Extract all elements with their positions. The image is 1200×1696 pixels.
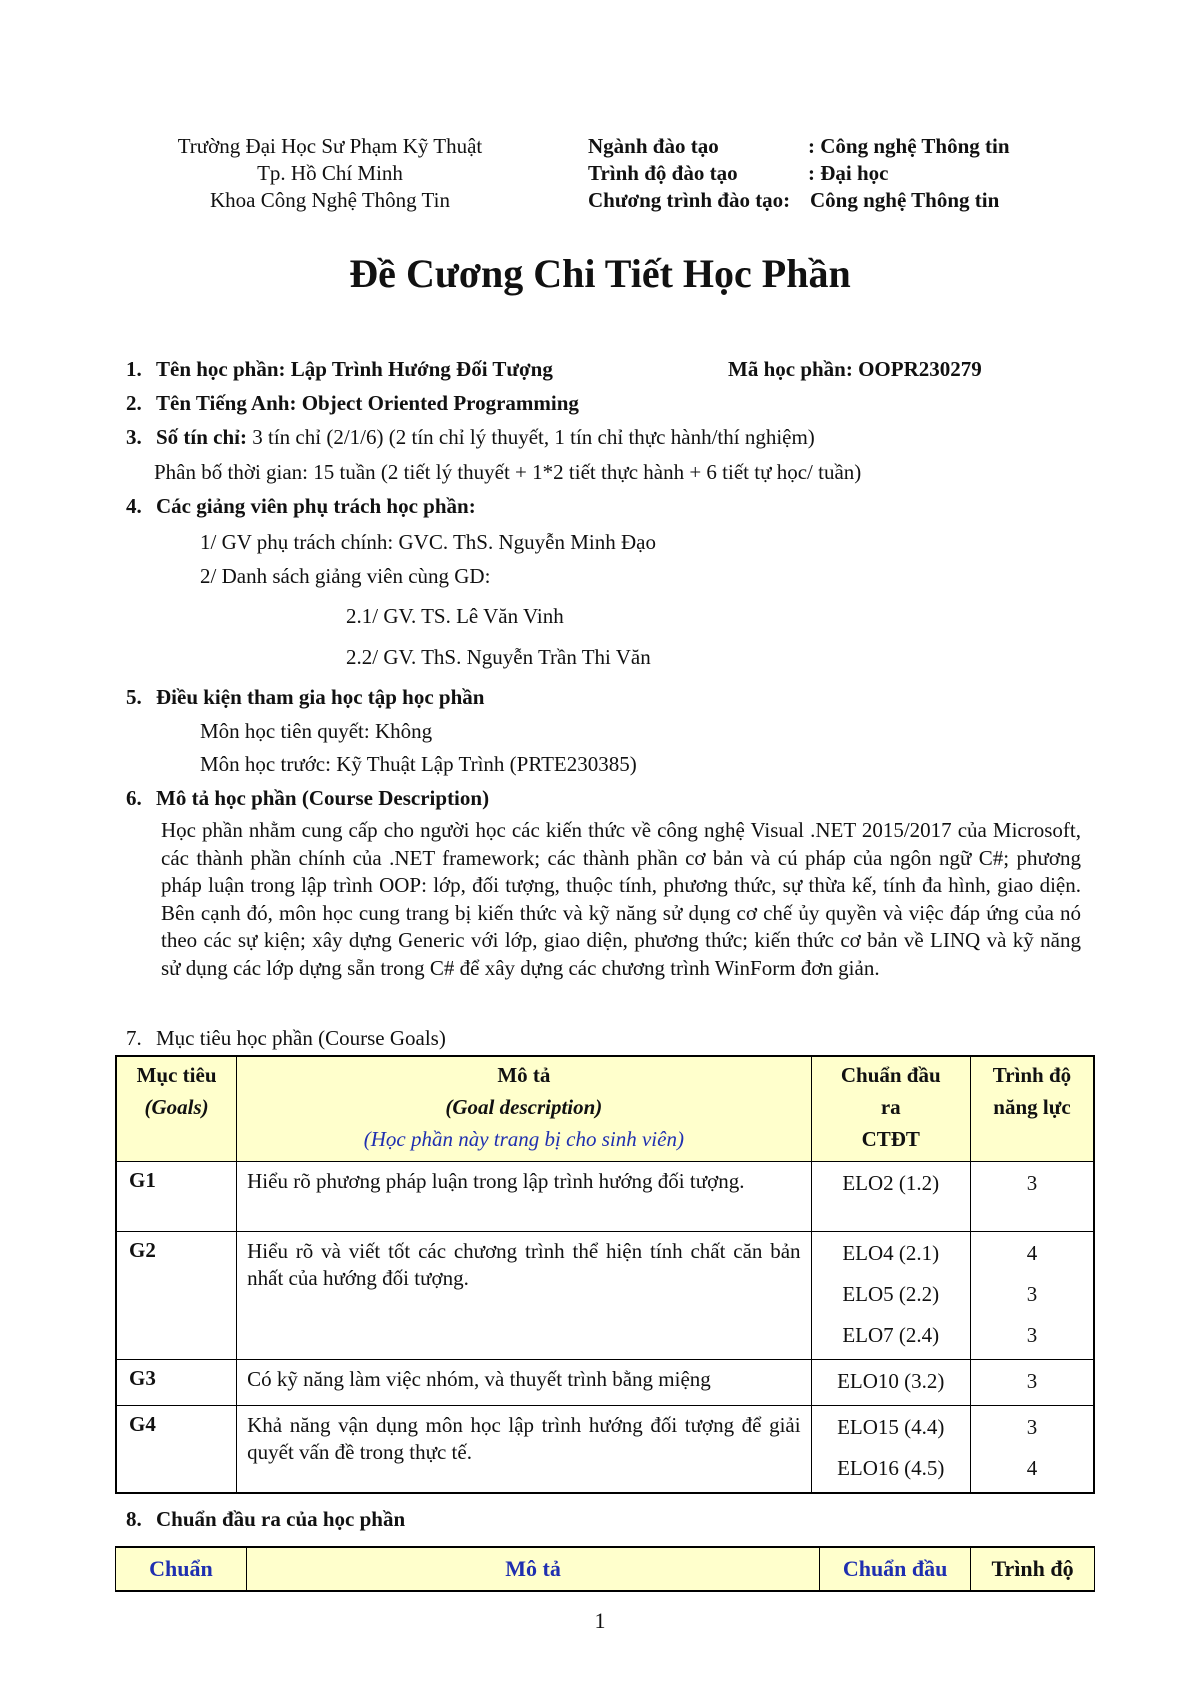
credits-value: 3 tín chỉ (2/1/6) (2 tín chỉ lý thuyết, 1 tín chỉ thực hành/thí nghiệm)	[247, 425, 815, 449]
section-6-heading: Mô tả học phần (Course Description)	[156, 786, 490, 810]
goals-header-level-line2: năng lực	[993, 1095, 1071, 1119]
goal-level: 3	[1026, 1369, 1038, 1393]
outcomes-header-level: Trình độ	[971, 1547, 1095, 1591]
goal-elo: ELO2 (1.2)	[842, 1171, 940, 1195]
goals-header-desc-line2: (Goal description)	[445, 1095, 603, 1119]
table-row	[116, 1162, 1094, 1232]
major-label: Ngành đào tạo	[588, 134, 719, 158]
outcomes-header-row	[116, 1547, 1095, 1591]
section-2-english-name: Tên Tiếng Anh: Object Oriented Programming	[156, 391, 579, 415]
goal-id: G2	[116, 1232, 237, 1360]
section-5-number: 5.	[126, 685, 142, 709]
section-1-course-name: Tên học phần: Lập Trình Hướng Đối Tượng	[156, 357, 553, 381]
goal-description: Hiểu rõ và viết tốt các chương trình thể hiện tính chất căn bản nhất của hướng đối tượng.	[237, 1232, 811, 1360]
school-city: Tp. Hồ Chí Minh	[257, 161, 403, 185]
goal-elo: ELO15 (4.4)	[837, 1415, 945, 1439]
major-value: : Công nghệ Thông tin	[808, 134, 1010, 158]
goal-elos	[811, 1406, 970, 1494]
goal-description: Khả năng vận dụng môn học lập trình hướng đối tượng để giải quyết vấn đề trong thực tế.	[237, 1406, 811, 1494]
section-4-number: 4.	[126, 494, 142, 518]
outcomes-header-description: Mô tả	[246, 1547, 819, 1591]
section-4-heading: Các giảng viên phụ trách học phần:	[156, 494, 476, 518]
goal-level: 3	[1026, 1323, 1038, 1347]
previous-course: Môn học trước: Kỹ Thuật Lập Trình (PRTE230385)	[200, 752, 637, 776]
goal-elos	[811, 1360, 970, 1406]
section-7-heading: Mục tiêu học phần (Course Goals)	[156, 1026, 446, 1050]
goals-header-goals-line1: Mục tiêu	[136, 1063, 217, 1087]
goal-description: Hiểu rõ phương pháp luận trong lập trình hướng đối tượng.	[237, 1162, 811, 1232]
section-8-heading: Chuẩn đầu ra của học phần	[156, 1507, 406, 1531]
section-1-course-code: Mã học phần: OOPR230279	[728, 357, 982, 381]
section-3-credits	[156, 425, 815, 450]
faculty-name: Khoa Công Nghệ Thông Tin	[210, 188, 450, 212]
section-6-number: 6.	[126, 786, 142, 810]
goal-level: 4	[1026, 1241, 1038, 1265]
goal-id: G1	[116, 1162, 237, 1232]
learning-outcomes-table	[115, 1546, 1095, 1592]
table-row	[116, 1232, 1094, 1360]
goal-elos	[811, 1162, 970, 1232]
goal-id: G4	[116, 1406, 237, 1494]
page-number: 1	[594, 1608, 606, 1633]
program-value: Công nghệ Thông tin	[810, 188, 1000, 212]
goals-header-elo-line2: ra	[880, 1095, 901, 1119]
co-lecturer-2: 2.2/ GV. ThS. Nguyễn Trần Thi Văn	[346, 645, 651, 669]
goal-levels	[970, 1162, 1094, 1232]
section-1-number: 1.	[126, 357, 142, 381]
goals-header-row	[116, 1056, 1094, 1162]
goal-description: Có kỹ năng làm việc nhóm, và thuyết trình bằng miệng	[237, 1360, 811, 1406]
co-lecturer-list-label: 2/ Danh sách giảng viên cùng GD:	[200, 564, 491, 588]
section-3-number: 3.	[126, 425, 142, 449]
goal-levels	[970, 1360, 1094, 1406]
goals-header-goals	[116, 1056, 237, 1162]
section-3-time-allocation: Phân bố thời gian: 15 tuần (2 tiết lý thuyết + 1*2 tiết thực hành + 6 tiết tự học/ tuần)	[154, 460, 862, 484]
program-label: Chương trình đào tạo:	[588, 188, 791, 212]
goals-header-desc-line1: Mô tả	[497, 1063, 551, 1087]
section-5-heading: Điều kiện tham gia học tập học phần	[156, 685, 485, 709]
co-lecturer-1: 2.1/ GV. TS. Lê Văn Vinh	[346, 604, 564, 628]
goals-header-level-line1: Trình độ	[992, 1063, 1072, 1087]
goal-levels	[970, 1406, 1094, 1494]
goal-level: 4	[1026, 1456, 1038, 1480]
table-row	[116, 1360, 1094, 1406]
prerequisite: Môn học tiên quyết: Không	[200, 719, 433, 743]
goal-level: 3	[1026, 1282, 1038, 1306]
goals-header-elo-line1: Chuẩn đầu	[840, 1063, 941, 1087]
goal-elos	[811, 1232, 970, 1360]
outcomes-header-elo: Chuẩn đầu	[820, 1547, 971, 1591]
goal-id: G3	[116, 1360, 237, 1406]
section-7-number: 7.	[126, 1026, 142, 1050]
document-title: Đề Cương Chi Tiết Học Phần	[349, 251, 851, 296]
table-row	[116, 1406, 1094, 1494]
goals-header-desc-line3: (Học phần này trang bị cho sinh viên)	[363, 1127, 684, 1151]
goal-levels	[970, 1232, 1094, 1360]
goal-elo: ELO4 (2.1)	[842, 1241, 940, 1265]
course-description: Học phần nhằm cung cấp cho người học các kiến thức về công nghệ Visual .NET 2015/2017 của Microsoft, các thành phần chính của .NET framework; các thành phần cơ bản và cú pháp của ngôn ngữ C#; phương pháp luận trong lập trình OOP: lớp, đối tượng, thuộc tính, phương thức, sự thừa kế, tính đa hình, giao diện. Bên cạnh đó, môn học cung trang bị kiến thức và kỹ năng sử dụng cơ chế ủy quyền và việc đáp ứng của nó theo các sự kiện; xây dựng Generic với lớp, giao diện, phương thức; kiến thức cơ bản về LINQ và kỹ năng sử dụng các lớp dựng sẵn trong C# để xây dựng các chương trình WinForm đơn giản.	[161, 818, 1081, 980]
outcomes-header-code: Chuẩn	[116, 1547, 247, 1591]
section-8-number: 8.	[126, 1507, 142, 1531]
goals-header-description	[237, 1056, 811, 1162]
school-name: Trường Đại Học Sư Phạm Kỹ Thuật	[177, 134, 483, 158]
credits-label: Số tín chỉ:	[156, 425, 248, 449]
section-2-number: 2.	[126, 391, 142, 415]
goals-header-elo	[811, 1056, 970, 1162]
goal-elo: ELO16 (4.5)	[837, 1456, 945, 1480]
level-value: : Đại học	[808, 161, 889, 185]
goals-header-goals-line2: (Goals)	[144, 1095, 209, 1119]
goal-level: 3	[1026, 1171, 1038, 1195]
goal-elo: ELO10 (3.2)	[837, 1369, 945, 1393]
main-lecturer: 1/ GV phụ trách chính: GVC. ThS. Nguyễn Minh Đạo	[200, 530, 656, 554]
goals-header-level	[970, 1056, 1094, 1162]
goal-level: 3	[1026, 1415, 1038, 1439]
level-label: Trình độ đào tạo	[588, 161, 738, 185]
course-goals-table	[115, 1055, 1095, 1494]
goal-elo: ELO7 (2.4)	[842, 1323, 940, 1347]
goals-header-elo-line3: CTĐT	[861, 1127, 920, 1151]
goal-elo: ELO5 (2.2)	[842, 1282, 940, 1306]
